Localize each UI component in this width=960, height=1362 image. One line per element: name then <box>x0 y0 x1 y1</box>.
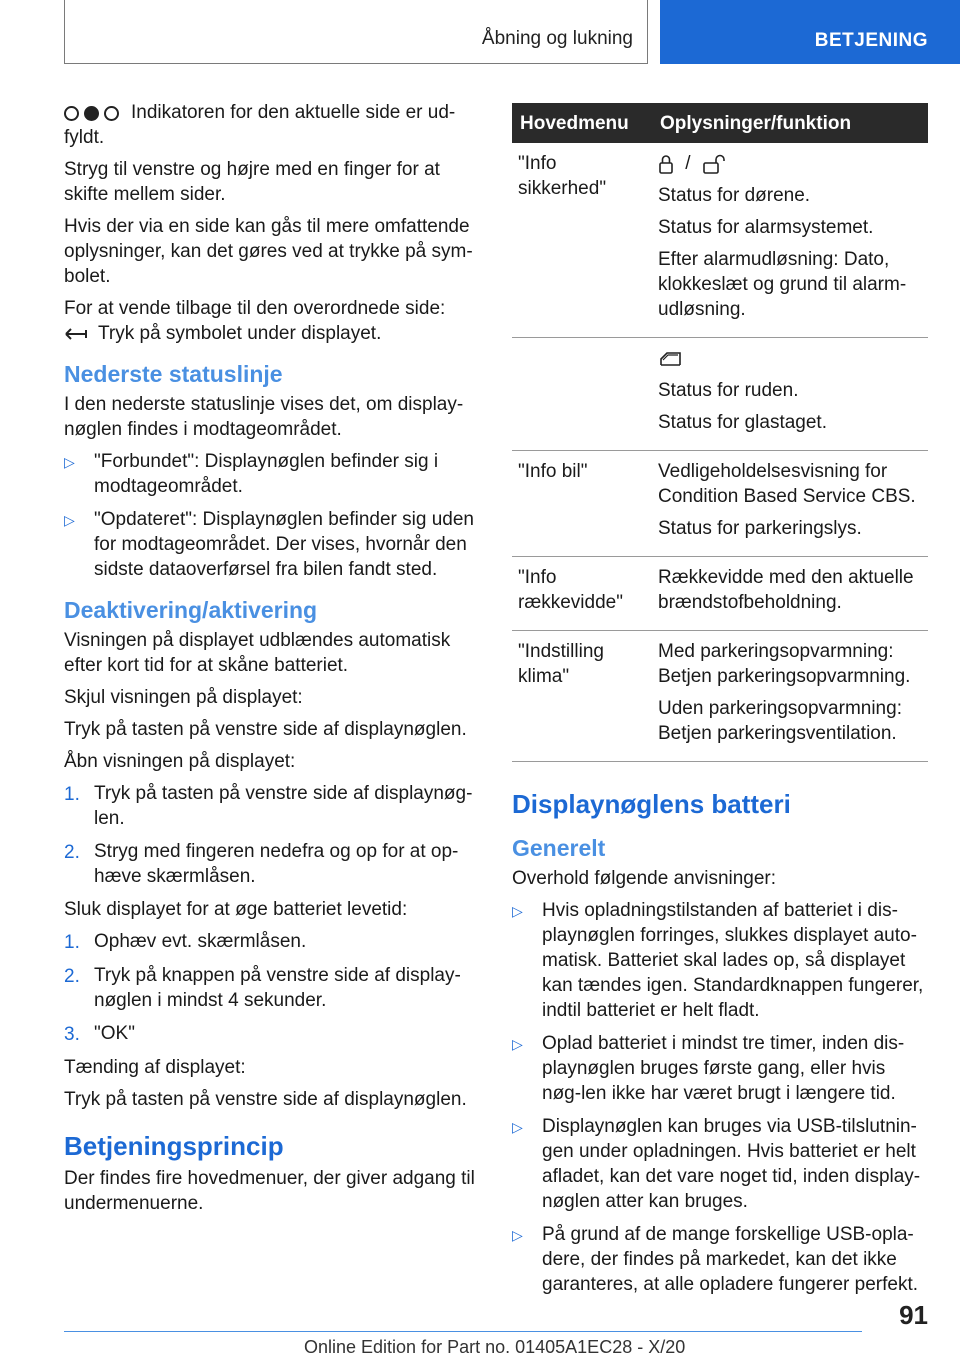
heading-general: Generelt <box>512 835 606 861</box>
paragraph: For at vende tilbage til den overordnede side: Tryk på symbolet under displayet. <box>64 298 446 344</box>
bullet-triangle-icon: ▷ <box>512 1036 523 1052</box>
paragraph: Stryg til venstre og højre med en finger for at skifte mellem sider. <box>64 159 440 205</box>
table-header-cell: Hovedmenu <box>512 103 652 143</box>
lock-closed-icon <box>658 154 674 174</box>
footer-divider <box>64 1331 862 1332</box>
footer-edition: Online Edition for Part no. 01405A1EC28 - X/20 <box>304 1337 686 1357</box>
step-item: 1. Ophæv evt. skærmlåsen. <box>64 931 307 953</box>
table-cell <box>512 338 652 451</box>
heading-status-line: Nederste statuslinje <box>64 361 283 387</box>
heading-battery: Displaynøglens batteri <box>512 789 791 819</box>
step-item: 2. Tryk på knappen på venstre side af display-nøglen i mindst 4 sekunder. <box>64 965 461 1011</box>
header-title-box <box>64 0 648 64</box>
indicator-paragraph: Indikatoren for den aktuelle side er ud-fyldt. <box>64 102 456 148</box>
step-item: 1. Tryk på tasten på venstre side af displaynøg-len. <box>64 783 473 829</box>
list-item: ▷ På grund af de mange forskellige USB-opla-dere, der findes på markedet, kan det ikke garanteres, at alle opladere fungerer perfekt. <box>512 1224 919 1295</box>
list-item: ▷ "Opdateret": Displaynøglen befinder sig uden for modtageområdet. Der vises, hvornår den sidste dataoverførsel fra bilen fandt sted. <box>64 509 474 580</box>
paragraph: I den nederste statuslinje vises det, om display-nøglen findes i modtageområdet. <box>64 394 464 440</box>
table-row <box>512 451 928 557</box>
bullet-triangle-icon: ▷ <box>64 512 75 528</box>
table-cell: "Info bil" <box>512 451 652 557</box>
page-number: 91 <box>899 1300 928 1330</box>
list-item: ▷ "Forbundet": Displaynøglen befinder sig i modtageområdet. <box>64 451 439 497</box>
table-cell: "Indstilling klima" <box>512 631 652 762</box>
table-row <box>512 143 928 338</box>
paragraph: Hvis der via en side kan gås til mere omfattende oplysninger, kan det gøres ved at trykke på sym-bolet. <box>64 216 473 287</box>
header-section-label: BETJENING <box>814 30 928 51</box>
list-item: ▷ Hvis opladningstilstanden af batteriet i dis-playnøglen forringes, slukkes displayet auto-matisk. Batteriet skal lades op, så displayet kan tændes igen. Standardknappen fungerer, indtil batteriet er helt fladt. <box>512 900 924 1021</box>
paragraph: Tryk på tasten på venstre side af displaynøglen. <box>64 719 467 740</box>
bullet-triangle-icon: ▷ <box>512 1227 523 1243</box>
lock-open-icon <box>702 154 730 174</box>
bullet-triangle-icon: ▷ <box>512 1119 523 1135</box>
table-row <box>512 631 928 762</box>
table-header-row <box>512 103 928 143</box>
car-window-icon <box>658 349 684 369</box>
table-cell: Status for ruden. Status for glastaget. <box>652 338 928 451</box>
heading-deactivation: Deaktivering/aktivering <box>64 597 318 623</box>
table-cell: Med parkeringsopvarmning: Betjen parkeringsopvarmning. Uden parkeringsopvarmning: Betjen parkeringsventilation. <box>652 631 928 762</box>
paragraph: Tænding af displayet: <box>64 1057 246 1078</box>
right-column <box>512 103 928 1305</box>
table-cell: "Info rækkevidde" <box>512 557 652 631</box>
table-cell: "Info sikkerhed" <box>512 143 652 338</box>
table-cell: / Status for dørene. Status for alarmsystemet. Efter alarmudløsning: Dato, klokkeslæt og grund til alarm-udløsning. <box>652 143 928 338</box>
step-item: 2. Stryg med fingeren nedefra og op for at op-hæve skærmlåsen. <box>64 841 459 887</box>
paragraph: Sluk displayet for at øge batteriet levetid: <box>64 899 408 920</box>
table-row <box>512 557 928 631</box>
bullet-triangle-icon: ▷ <box>64 454 75 470</box>
table-cell: Vedligeholdelsesvisning for Condition Based Service CBS. Status for parkeringslys. <box>652 451 928 557</box>
paragraph: Der findes fire hovedmenuer, der giver adgang til undermenuerne. <box>64 1168 475 1214</box>
step-item: 3. "OK" <box>64 1023 135 1045</box>
left-column <box>64 100 484 1223</box>
paragraph: Skjul visningen på displayet: <box>64 687 303 708</box>
header-title: Åbning og lukning <box>481 28 633 49</box>
header-section-tab <box>660 0 960 64</box>
paragraph: Tryk på tasten på venstre side af displaynøglen. <box>64 1089 467 1110</box>
menu-table <box>512 103 928 762</box>
paragraph: Visningen på displayet udblændes automatisk efter kort tid for at skåne batteriet. <box>64 630 451 676</box>
paragraph: Åbn visningen på displayet: <box>64 751 296 772</box>
table-row <box>512 338 928 451</box>
list-item: ▷ Oplad batteriet i mindst tre timer, inden dis-playnøglen bruges første gang, eller hvis nøg-len ikke har været brugt i længere tid. <box>512 1033 905 1104</box>
paragraph: Overhold følgende anvisninger: <box>512 868 777 889</box>
page-indicator-icon <box>64 106 119 121</box>
back-arrow-icon <box>64 326 88 342</box>
bullet-triangle-icon: ▷ <box>512 903 523 919</box>
table-header-cell: Oplysninger/funktion <box>652 103 928 143</box>
table-cell: Rækkevidde med den aktuelle brændstofbeholdning. <box>652 557 928 631</box>
list-item: ▷ Displaynøglen kan bruges via USB-tilslutnin-gen under opladningen. Hvis batteriet er helt afladet, kan det vare noget tid, inden display-nøglen atter kan bruges. <box>512 1116 921 1212</box>
heading-operating-principle: Betjeningsprincip <box>64 1131 284 1161</box>
